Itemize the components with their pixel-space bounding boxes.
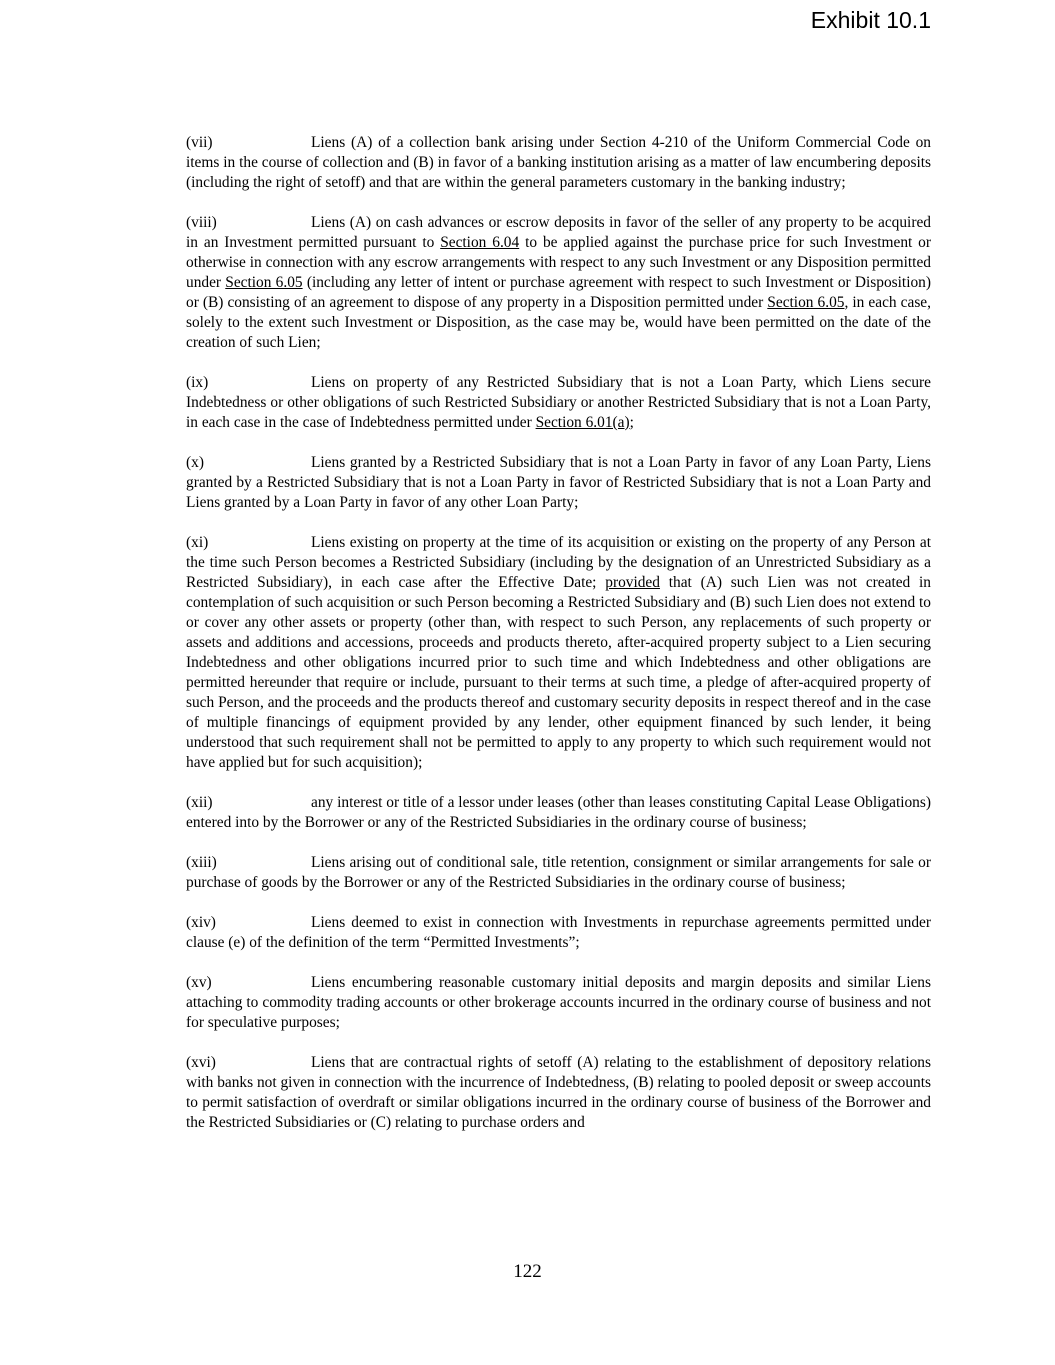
clause-number: (vii) xyxy=(186,134,213,151)
provided-term: provided xyxy=(605,574,660,591)
clause-text: Liens (A) of a collection bank arising under Section 4-210 of the Uniform Commercial Code on items in the course of collection and (B) in favor of a banking institution arising as a matter of law encumbering deposits (including the right of setoff) and that are within the general parameters customary in the banking industry; xyxy=(186,134,931,191)
page-number: 122 xyxy=(513,1261,542,1282)
clause-text: , in each case, solely to the extent such Investment or Disposition, as the case may be, would have been permitted on the date of the creation of such Lien; xyxy=(186,294,931,351)
clause-text: ; xyxy=(629,414,634,431)
clause-text: Liens granted by a Restricted Subsidiary that is not a Loan Party in favor of any Loan Party, Liens granted by a Restricted Subsidiary that is not a Loan Party in favor of Restricted Subsidiary that is not a Loan Party and Liens granted by a Loan Party in favor of any other Loan Party; xyxy=(186,454,931,511)
clause-text: Liens on property of any Restricted Subsidiary that is not a Loan Party, which Liens secure Indebtedness or other obligations of such Restricted Subsidiary or another Restricted Subsidiary that is not a Loan Party, in each case in the case of Indebtedness permitted under xyxy=(186,374,931,431)
clause-text: that (A) such Lien was not created in contemplation of such acquisition or such Person becoming a Restricted Subsidiary and (B) such Lien does not extend to or cover any other assets or property (other than, with respect to such Person, any replacements of such property or assets and additions and accessions, proceeds and products thereto, after-acquired property subject to a Lien securing Indebtedness and other obligations incurred prior to such time and which Indebtedness and other obligations are permitted hereunder that require or include, pursuant to their terms at such time, a pledge of after-acquired property of such Person, and the proceeds and the products thereof and customary security deposits in respect thereof and in the case of multiple financings of equipment provided by any lender, other equipment financed by such lender, it being understood that such requirement shall not be permitted to apply to any property to which such requirement would not have applied but for such acquisition); xyxy=(186,574,931,771)
clause-text: (including any letter of intent or purchase agreement with respect to such Investment or Disposition) or (B) consisting of an agreement to dispose of any property in a Disposition permitted under xyxy=(186,274,931,311)
clause-x xyxy=(186,453,931,513)
clause-number: (x) xyxy=(186,454,204,471)
clause-text: Liens existing on property at the time of its acquisition or existing on the property of any Person at the time such Person becomes a Restricted Subsidiary (including by the designation of an Unrestricted Subsidiary as a Restricted Subsidiary), in each case after the Effective Date; xyxy=(186,534,931,591)
clause-number: (xii) xyxy=(186,794,213,811)
clause-xii xyxy=(186,793,931,833)
clause-text: Liens that are contractual rights of setoff (A) relating to the establishment of depository relations with banks not given in connection with the incurrence of Indebtedness, (B) relating to pooled deposit or sweep accounts to permit satisfaction of overdraft or similar obligations incurred in the ordinary course of business of the Borrower and the Restricted Subsidiaries or (C) relating to purchase orders and xyxy=(186,1054,931,1131)
clause-xiv xyxy=(186,913,931,953)
exhibit-label: Exhibit 10.1 xyxy=(810,7,931,33)
clause-text: to be applied against the purchase price for such Investment or otherwise in connection with any escrow arrangements with respect to any such Investment or any Disposition permitted under xyxy=(186,234,931,291)
section-reference: Section 6.05 xyxy=(225,274,303,291)
clause-number: (xiv) xyxy=(186,914,216,931)
clause-number: (xvi) xyxy=(186,1054,216,1071)
clause-viii xyxy=(186,213,931,353)
document-body xyxy=(186,133,931,1153)
clause-xvi xyxy=(186,1053,931,1133)
clause-number: (viii) xyxy=(186,214,217,231)
clause-text: Liens (A) on cash advances or escrow deposits in favor of the seller of any property to be acquired in an Investment permitted pursuant to xyxy=(186,214,931,251)
clause-xv xyxy=(186,973,931,1033)
clause-number: (xiii) xyxy=(186,854,217,871)
clause-text: Liens deemed to exist in connection with Investments in repurchase agreements permitted under clause (e) of the definition of the term “Permitted Investments”; xyxy=(186,914,931,951)
clause-ix xyxy=(186,373,931,433)
clause-xiii xyxy=(186,853,931,893)
section-reference: Section 6.05 xyxy=(767,294,845,311)
section-reference: Section 6.01(a) xyxy=(535,414,630,431)
clause-text: Liens encumbering reasonable customary initial deposits and margin deposits and similar Liens attaching to commodity trading accounts or other brokerage accounts incurred in the ordinary course of business and not for speculative purposes; xyxy=(186,974,931,1031)
clause-vii xyxy=(186,133,931,193)
section-reference: Section 6.04 xyxy=(440,234,520,251)
clause-number: (xv) xyxy=(186,974,212,991)
clause-number: (xi) xyxy=(186,534,209,551)
clause-xi xyxy=(186,533,931,773)
clause-text: Liens arising out of conditional sale, title retention, consignment or similar arrangements for sale or purchase of goods by the Borrower or any of the Restricted Subsidiaries in the ordinary course of business; xyxy=(186,854,931,891)
clause-text: any interest or title of a lessor under leases (other than leases constituting Capital Lease Obligations) entered into by the Borrower or any of the Restricted Subsidiaries in the ordinary course of business; xyxy=(186,794,931,831)
clause-number: (ix) xyxy=(186,374,209,391)
